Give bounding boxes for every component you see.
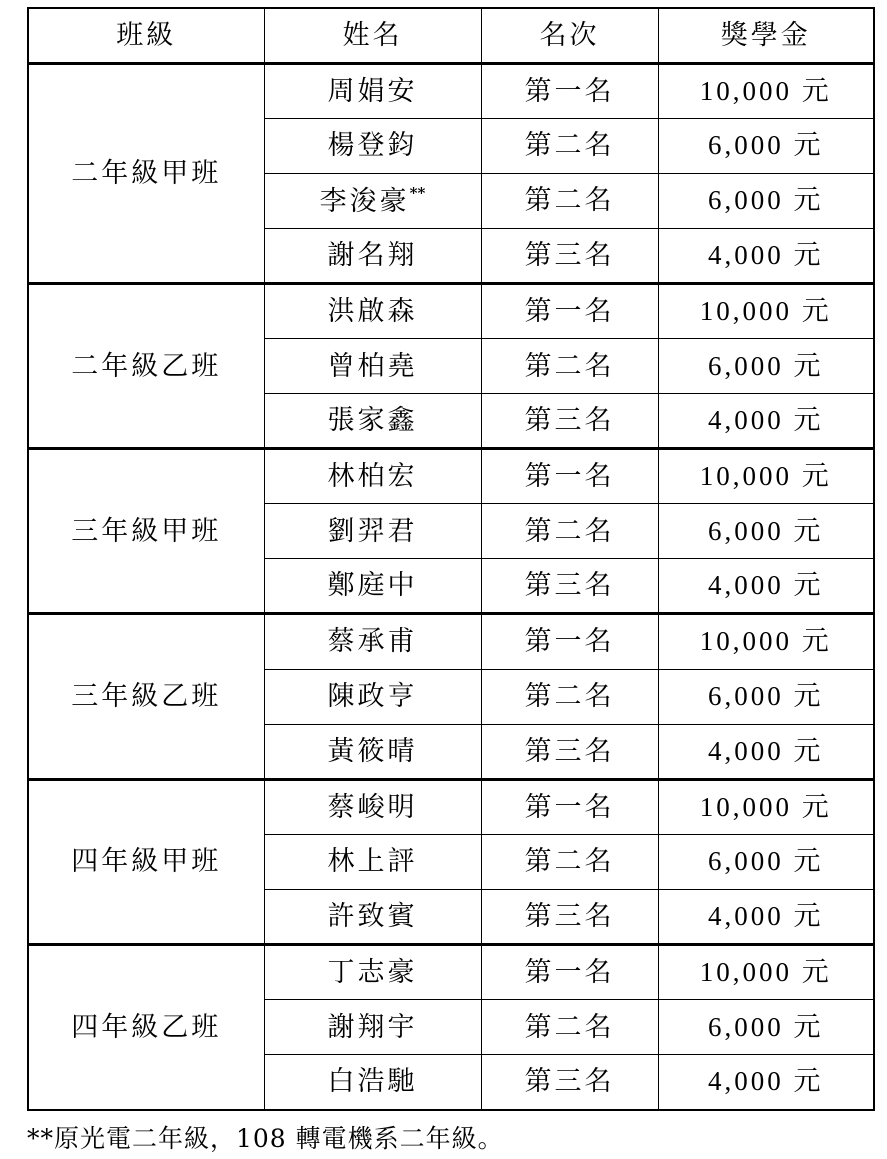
table-body	[28, 63, 874, 1110]
amount-cell: 6,000 元	[658, 1000, 874, 1055]
header-row	[28, 8, 874, 63]
amount-cell: 6,000 元	[658, 504, 874, 559]
rank-cell: 第一名	[481, 779, 658, 834]
amount-cell: 10,000 元	[658, 945, 874, 1000]
rank-cell: 第三名	[481, 724, 658, 779]
rank-cell: 第三名	[481, 889, 658, 944]
name-cell	[264, 118, 481, 173]
header-rank: 名次	[481, 8, 658, 63]
student-name: 洪啟森	[327, 295, 418, 327]
student-name: 劉羿君	[327, 515, 418, 547]
footnote: **原光電二年級，108 轉電機系二年級。	[27, 1124, 504, 1153]
amount-cell: 4,000 元	[658, 394, 874, 449]
amount-cell: 10,000 元	[658, 449, 874, 504]
student-name: 陳政亨	[327, 681, 418, 713]
student-name: 鄭庭中	[327, 570, 418, 602]
name-cell	[264, 394, 481, 449]
student-name: 林上評	[327, 846, 418, 878]
class-cell: 四年級甲班	[28, 779, 264, 944]
amount-cell: 4,000 元	[658, 724, 874, 779]
class-cell: 二年級甲班	[28, 63, 264, 283]
scholarship-table	[27, 7, 875, 1111]
rank-cell: 第三名	[481, 228, 658, 283]
amount-cell: 4,000 元	[658, 889, 874, 944]
student-name: 蔡承甫	[327, 626, 418, 658]
amount-cell: 10,000 元	[658, 63, 874, 118]
class-cell: 四年級乙班	[28, 945, 264, 1110]
header-scholarship: 獎學金	[658, 8, 874, 63]
student-name: 白浩馳	[327, 1066, 418, 1098]
name-cell	[264, 1055, 481, 1110]
footnote-mark: **	[409, 184, 426, 203]
student-name: 黃筱晴	[327, 735, 418, 767]
name-cell	[264, 889, 481, 944]
student-name: 張家鑫	[327, 405, 418, 437]
rank-cell: 第二名	[481, 669, 658, 724]
table-row	[28, 283, 874, 338]
rank-cell: 第一名	[481, 945, 658, 1000]
name-cell	[264, 228, 481, 283]
name-cell	[264, 173, 481, 228]
table-row	[28, 945, 874, 1000]
student-name: 李浚豪	[319, 186, 410, 218]
rank-cell: 第一名	[481, 283, 658, 338]
rank-cell: 第二名	[481, 173, 658, 228]
amount-cell: 4,000 元	[658, 559, 874, 614]
student-name: 蔡峻明	[327, 791, 418, 823]
rank-cell: 第一名	[481, 614, 658, 669]
header-class: 班級	[28, 8, 264, 63]
name-cell	[264, 724, 481, 779]
amount-cell: 6,000 元	[658, 338, 874, 393]
amount-cell: 6,000 元	[658, 118, 874, 173]
student-name: 周娟安	[327, 75, 418, 107]
student-name: 謝翔宇	[327, 1011, 418, 1043]
name-cell	[264, 504, 481, 559]
amount-cell: 10,000 元	[658, 779, 874, 834]
student-name: 謝名翔	[327, 239, 418, 271]
table-row	[28, 614, 874, 669]
name-cell	[264, 63, 481, 118]
amount-cell: 10,000 元	[658, 283, 874, 338]
name-cell	[264, 283, 481, 338]
name-cell	[264, 559, 481, 614]
amount-cell: 10,000 元	[658, 614, 874, 669]
table-row	[28, 63, 874, 118]
rank-cell: 第三名	[481, 394, 658, 449]
header-name: 姓名	[264, 8, 481, 63]
class-cell: 二年級乙班	[28, 283, 264, 448]
name-cell	[264, 834, 481, 889]
name-cell	[264, 669, 481, 724]
student-name: 林柏宏	[327, 461, 418, 493]
name-cell	[264, 779, 481, 834]
name-cell	[264, 449, 481, 504]
name-cell	[264, 1000, 481, 1055]
rank-cell: 第二名	[481, 1000, 658, 1055]
name-cell	[264, 338, 481, 393]
amount-cell: 4,000 元	[658, 1055, 874, 1110]
rank-cell: 第二名	[481, 338, 658, 393]
amount-cell: 6,000 元	[658, 834, 874, 889]
student-name: 楊登鈞	[327, 130, 418, 162]
name-cell	[264, 614, 481, 669]
rank-cell: 第二名	[481, 834, 658, 889]
amount-cell: 6,000 元	[658, 669, 874, 724]
amount-cell: 6,000 元	[658, 173, 874, 228]
rank-cell: 第三名	[481, 559, 658, 614]
student-name: 曾柏堯	[327, 350, 418, 382]
name-cell	[264, 945, 481, 1000]
rank-cell: 第一名	[481, 63, 658, 118]
student-name: 許致賓	[327, 900, 418, 932]
table-row	[28, 449, 874, 504]
class-cell: 三年級甲班	[28, 449, 264, 614]
class-cell: 三年級乙班	[28, 614, 264, 779]
rank-cell: 第一名	[481, 449, 658, 504]
amount-cell: 4,000 元	[658, 228, 874, 283]
rank-cell: 第三名	[481, 1055, 658, 1110]
rank-cell: 第二名	[481, 118, 658, 173]
student-name: 丁志豪	[327, 957, 418, 989]
rank-cell: 第二名	[481, 504, 658, 559]
table-row	[28, 779, 874, 834]
